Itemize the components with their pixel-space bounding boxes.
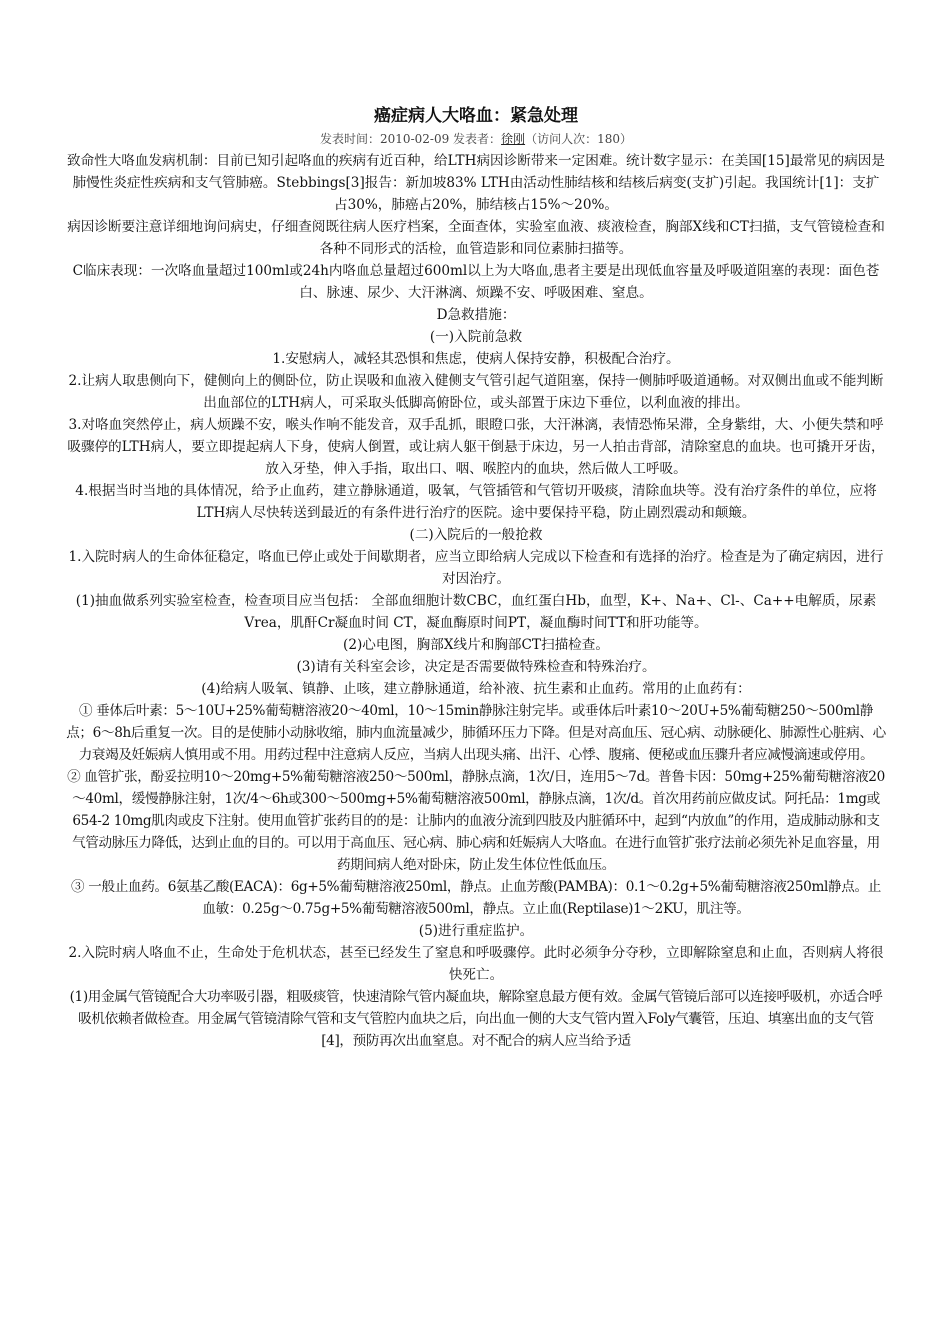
- heading-prehospital: (一)入院前急救: [429, 329, 523, 345]
- post-date-label: 发表时间：2010-02-09 发表者：: [320, 132, 502, 146]
- paragraph-clinical: C临床表现：一次咯血量超过100ml或24h内咯血总量超过600ml以上为大咯血,患者主要是出现低血容量及呼吸道阻塞的表现：面色苍白、脉速、尿少、大汗淋漓、烦躁不安、呼吸困难、窒息。: [72, 263, 880, 301]
- paragraph-ecg: (2)心电图，胸部X线片和胸部CT扫描检查。: [343, 637, 609, 653]
- paragraph-step-1: 1.安慰病人，减轻其恐惧和焦虑，使病人保持安静，积极配合治疗。: [272, 351, 680, 367]
- visit-count: （访问人次：180）: [525, 132, 632, 146]
- paragraph-diagnosis: 病因诊断要注意详细地询问病史，仔细查阅既往病人医疗档案，全面查体，实验室血液、痰液检查，胸部X线和CT扫描，支气管镜检查和各种不同形式的活检，血管造影和同位素肺扫描等。: [67, 219, 885, 257]
- paragraph-consult: (3)请有关科室会诊，决定是否需要做特殊检查和特殊治疗。: [296, 659, 656, 675]
- paragraph-lab-tests: (1)抽血做系列实验室检查，检查项目应当包括： 全部血细胞计数CBC，血红蛋白Hb，血型，K+、Na+、Cl-、Ca++电解质，尿素Vrea，肌酐Cr凝血时间 CT，凝血酶原时间PT，凝血酶时间TT和肝功能等。: [75, 593, 877, 631]
- heading-emergency-measures: D急救措施：: [436, 307, 516, 323]
- post-meta: [66, 130, 886, 148]
- paragraph-step-3: 3.对咯血突然停止，病人烦躁不安，喉头作响不能发音，双手乱抓，眼瞪口张，大汗淋漓，表情恐怖呆滞，全身紫绀，大、小便失禁和呼吸骤停的LTH病人，要立即提起病人下身，使病人倒置，或让病人躯干倒悬于床边，另一人拍击背部，清除窒息的血块。也可撬开牙齿，放入牙垫，伸入手指，取出口、咽、喉腔内的血块，然后做人工呼吸。: [67, 417, 885, 477]
- paragraph-monitoring: (5)进行重症监护。: [418, 923, 534, 939]
- document-title: 癌症病人大咯血：紧急处理: [374, 106, 578, 126]
- document-page: [66, 104, 886, 1052]
- paragraph-bronchoscope: (1)用金属气管镜配合大功率吸引器，粗吸痰管，快速清除气管内凝血块，解除窒息最方便有效。金属气管镜后部可以连接呼吸机，亦适合呼吸机依赖者做检查。用金属气管镜清除气管和支气管腔内血块之后，向出血一侧的大支气管内置入Foly气囊管，压迫、填塞出血的支气管[4]，预防再次出血窒息。对不配合的病人应当给予适: [69, 989, 883, 1049]
- paragraph-step-4: 4.根据当时当地的具体情况，给予止血药，建立静脉通道，吸氧，气管插管和气管切开吸痰，清除血块等。没有治疗条件的单位，应将LTH病人尽快转送到最近的有条件进行治疗的医院。途中要保持平稳，防止剧烈震动和颠簸。: [75, 483, 877, 521]
- paragraph-drug-1: ① 垂体后叶素：5～10U+25%葡萄糖溶液20～40ml，10～15min静脉注射完毕。或垂体后叶素10～20U+5%葡萄糖250～500ml静点；6～8h后重复一次。目的是使肺小动脉收缩，肺内血流量减少，肺循环压力下降。但是对高血压、冠心病、动脉硬化、肺源性心脏病、心力衰竭及妊娠病人慎用或不用。用药过程中注意病人反应，当病人出现头痛、出汗、心悸、腹痛、便秘或血压骤升者应减慢滴速或停用。: [66, 703, 886, 763]
- paragraph-mechanism: 致命性大咯血发病机制：目前已知引起咯血的疾病有近百种，给LTH病因诊断带来一定困难。统计数字显示：在美国[15]最常见的病因是肺慢性炎症性疾病和支气管肺癌。Stebbings[3]报告：新加坡83% LTH由活动性肺结核和结核后病变(支扩)引起。我国统计[1]：支扩占30%，肺癌占20%，肺结核占15%～20%。: [67, 153, 885, 213]
- paragraph-drug-2: ② 血管扩张，酚妥拉明10～20mg+5%葡萄糖溶液250～500ml，静脉点滴，1次/日，连用5～7d。普鲁卡因：50mg+25%葡萄糖溶液20～40ml，缓慢静脉注射，1次/4～6h或300～500mg+5%葡萄糖溶液500ml，静脉点滴，1次/d。首次用药前应做皮试。阿托品：1mg或654-2 10mg肌肉或皮下注射。使用血管扩张药目的的是：让肺内的血液分流到四肢及内脏循环中，起到“内放血”的作用，造成肺动脉和支气管动脉压力降低，达到止血的目的。可以用于高血压、冠心病、肺心病和妊娠病人大咯血。在进行血管扩张疗法前必须先补足血容量，用药期间病人绝对卧床，防止发生体位性低血压。: [67, 769, 885, 873]
- paragraph-inhospital-1: 1.入院时病人的生命体征稳定，咯血已停止或处于间歇期者，应当立即给病人完成以下检查和有选择的治疗。检查是为了确定病因，进行对因治疗。: [68, 549, 884, 587]
- paragraph-treatment: (4)给病人吸氧、镇静、止咳，建立静脉通道，给补液、抗生素和止血药。常用的止血药有：: [201, 681, 751, 697]
- paragraph-drug-3: ③ 一般止血药。6氨基乙酸(EACA)：6g+5%葡萄糖溶液250ml，静点。止血芳酸(PAMBA)：0.1～0.2g+5%葡萄糖溶液250ml静点。止血敏：0.25g～0.75g+5%葡萄糖溶液500ml，静点。立止血(Reptilase)1～2KU，肌注等。: [71, 879, 881, 917]
- author-link[interactable]: 徐刚: [501, 132, 526, 146]
- paragraph-step-2: 2.让病人取患侧向下，健侧向上的侧卧位，防止误吸和血液入健侧支气管引起气道阻塞，保持一侧肺呼吸道通畅。对双侧出血或不能判断出血部位的LTH病人，可采取头低脚高俯卧位，或头部置于床边下垂位，以利血液的排出。: [68, 373, 884, 411]
- paragraph-inhospital-2: 2.入院时病人咯血不止，生命处于危机状态，甚至已经发生了窒息和呼吸骤停。此时必须争分夺秒，立即解除窒息和止血，否则病人将很快死亡。: [68, 945, 884, 983]
- heading-inhospital: (二)入院后的一般抢救: [409, 527, 543, 543]
